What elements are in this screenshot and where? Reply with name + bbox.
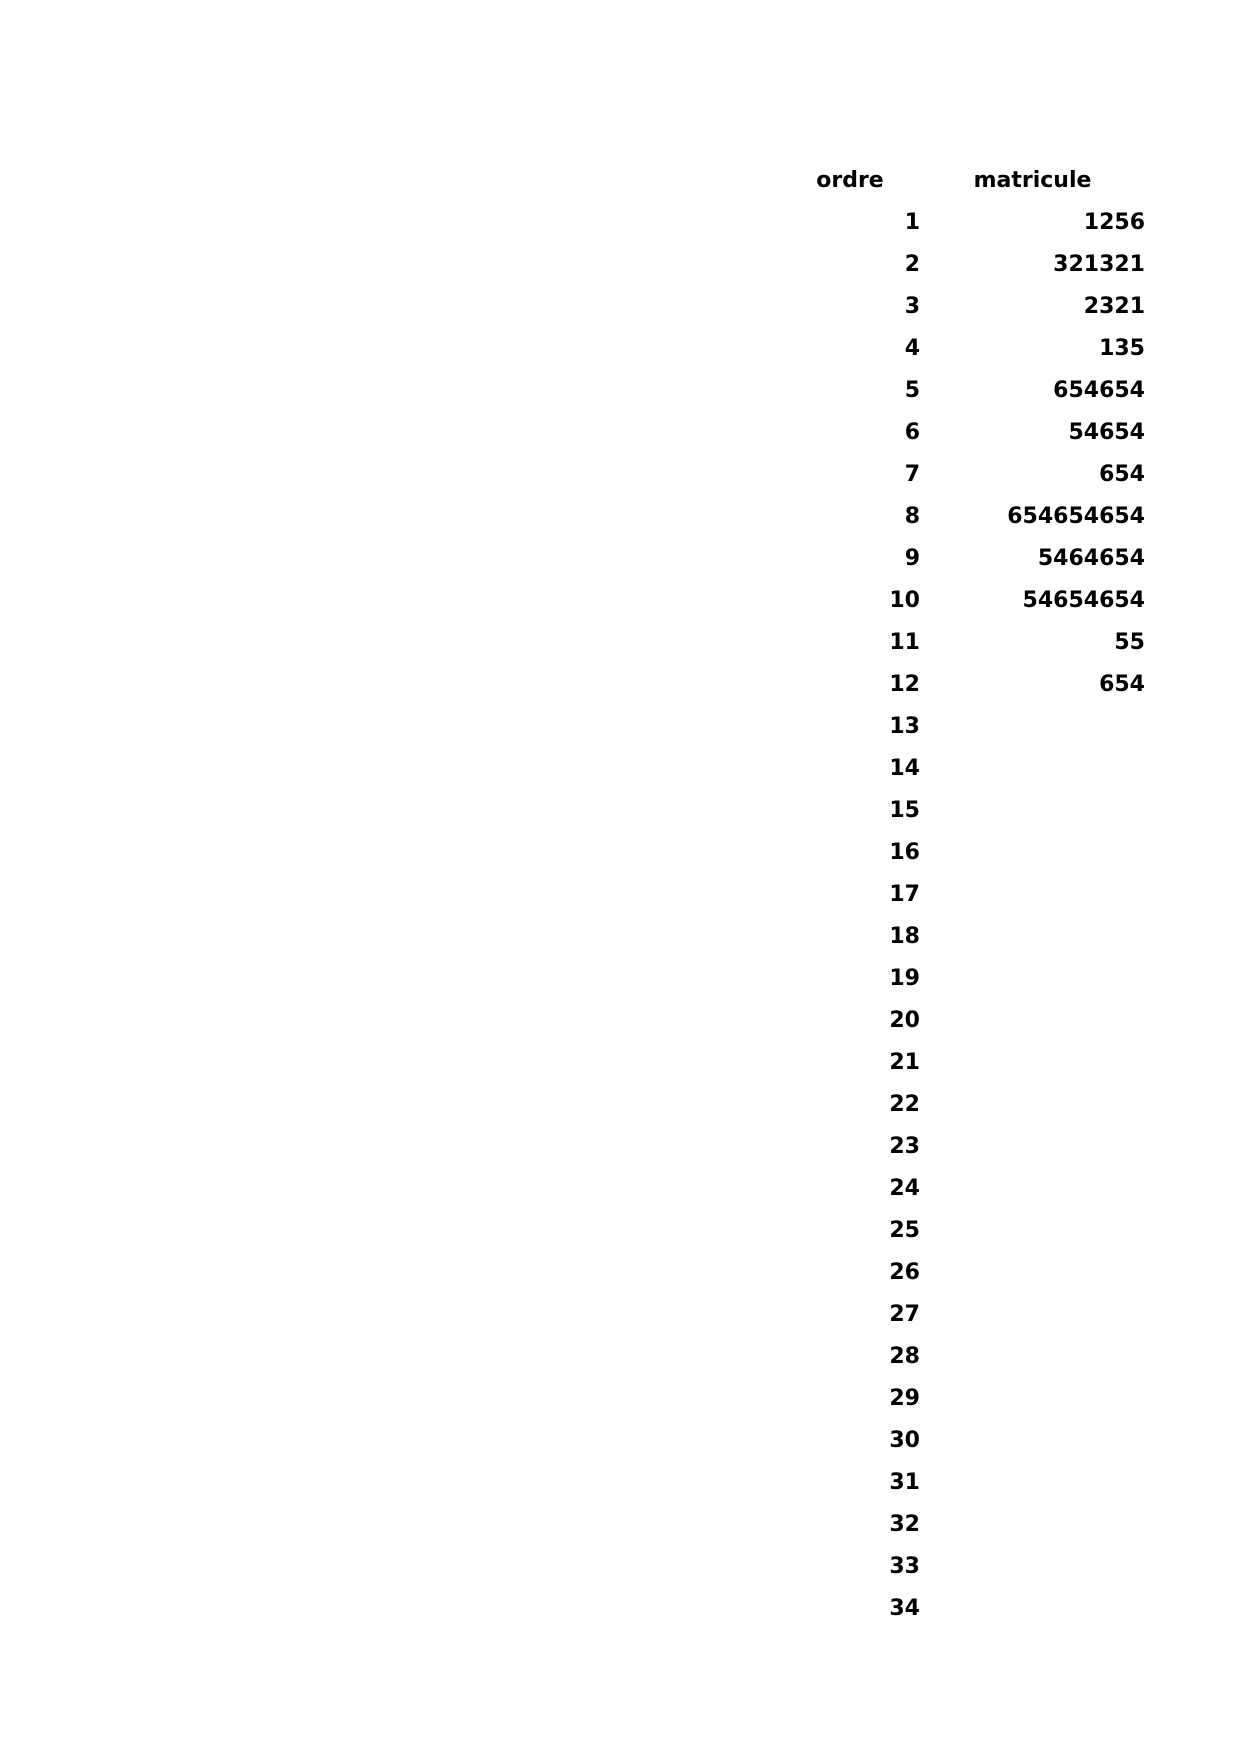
cell-ordre: 20: [889, 1008, 920, 1033]
cell-ordre: 2: [904, 252, 920, 277]
cell-matricule: 654: [1099, 462, 1145, 487]
data-table: [780, 160, 1145, 1630]
table-row: [780, 412, 1145, 454]
table-row: [780, 1252, 1145, 1294]
cell-matricule: [920, 1000, 1145, 1042]
table-row: [780, 244, 1145, 286]
cell-ordre: 14: [889, 756, 920, 781]
table-row: [780, 790, 1145, 832]
cell-matricule: [920, 1210, 1145, 1252]
cell-matricule: [920, 1126, 1145, 1168]
table-row: [780, 1084, 1145, 1126]
table-row: [780, 1294, 1145, 1336]
cell-matricule: [920, 1420, 1145, 1462]
column-header-ordre: ordre: [816, 168, 884, 193]
cell-matricule: 654654: [1053, 378, 1145, 403]
table-header: [780, 160, 1145, 202]
cell-matricule: 1256: [1083, 210, 1145, 235]
cell-ordre: 11: [889, 630, 920, 655]
cell-matricule: [920, 1294, 1145, 1336]
cell-matricule: 2321: [1083, 294, 1145, 319]
cell-matricule: 135: [1099, 336, 1145, 361]
cell-matricule: [920, 1252, 1145, 1294]
table-row: [780, 664, 1145, 706]
table-row: [780, 1126, 1145, 1168]
table-row: [780, 748, 1145, 790]
cell-matricule: [920, 1084, 1145, 1126]
table-row: [780, 1336, 1145, 1378]
cell-ordre: 23: [889, 1134, 920, 1159]
table-row: [780, 706, 1145, 748]
table-row: [780, 202, 1145, 244]
table-body: [780, 202, 1145, 1630]
column-header-matricule: matricule: [973, 168, 1092, 193]
cell-ordre: 21: [889, 1050, 920, 1075]
table-row: [780, 1546, 1145, 1588]
cell-ordre: 27: [889, 1302, 920, 1327]
cell-ordre: 22: [889, 1092, 920, 1117]
cell-ordre: 19: [889, 966, 920, 991]
cell-matricule: [920, 1168, 1145, 1210]
table-header-row: [780, 160, 1145, 202]
cell-matricule: [920, 916, 1145, 958]
cell-matricule: [920, 748, 1145, 790]
cell-ordre: 29: [889, 1386, 920, 1411]
table-row: [780, 958, 1145, 1000]
cell-matricule: [920, 1042, 1145, 1084]
cell-ordre: 16: [889, 840, 920, 865]
cell-matricule: [920, 790, 1145, 832]
table-row: [780, 328, 1145, 370]
table-row: [780, 1462, 1145, 1504]
table-row: [780, 874, 1145, 916]
cell-matricule: 54654: [1068, 420, 1145, 445]
cell-matricule: 321321: [1053, 252, 1145, 277]
table-row: [780, 1000, 1145, 1042]
cell-matricule: [920, 832, 1145, 874]
cell-matricule: 54654654: [1022, 588, 1145, 613]
cell-matricule: 5464654: [1037, 546, 1145, 571]
cell-matricule: [920, 1588, 1145, 1630]
cell-matricule: 654: [1099, 672, 1145, 697]
table-row: [780, 454, 1145, 496]
cell-matricule: [920, 1546, 1145, 1588]
cell-matricule: 55: [1114, 630, 1145, 655]
cell-ordre: 3: [904, 294, 920, 319]
table-row: [780, 496, 1145, 538]
cell-matricule: [920, 706, 1145, 748]
cell-ordre: 7: [904, 462, 920, 487]
cell-ordre: 15: [889, 798, 920, 823]
cell-ordre: 30: [889, 1428, 920, 1453]
table-row: [780, 1168, 1145, 1210]
cell-matricule: [920, 1378, 1145, 1420]
cell-matricule: [920, 1462, 1145, 1504]
table-row: [780, 1504, 1145, 1546]
cell-matricule: [920, 958, 1145, 1000]
cell-ordre: 8: [904, 504, 920, 529]
cell-ordre: 17: [889, 882, 920, 907]
table-row: [780, 1042, 1145, 1084]
cell-ordre: 33: [889, 1554, 920, 1579]
cell-ordre: 31: [889, 1470, 920, 1495]
table-row: [780, 286, 1145, 328]
table-row: [780, 622, 1145, 664]
table-row: [780, 580, 1145, 622]
table-row: [780, 1210, 1145, 1252]
cell-ordre: 28: [889, 1344, 920, 1369]
cell-ordre: 32: [889, 1512, 920, 1537]
cell-ordre: 5: [904, 378, 920, 403]
cell-ordre: 6: [904, 420, 920, 445]
table-row: [780, 1378, 1145, 1420]
cell-ordre: 4: [904, 336, 920, 361]
cell-ordre: 24: [889, 1176, 920, 1201]
cell-ordre: 25: [889, 1218, 920, 1243]
table-row: [780, 1588, 1145, 1630]
cell-ordre: 26: [889, 1260, 920, 1285]
table-row: [780, 916, 1145, 958]
table-row: [780, 832, 1145, 874]
cell-ordre: 34: [889, 1596, 920, 1621]
cell-ordre: 1: [904, 210, 920, 235]
cell-ordre: 10: [889, 588, 920, 613]
table-row: [780, 1420, 1145, 1462]
cell-matricule: [920, 874, 1145, 916]
table-row: [780, 538, 1145, 580]
cell-ordre: 18: [889, 924, 920, 949]
cell-ordre: 9: [904, 546, 920, 571]
cell-matricule: 654654654: [1007, 504, 1145, 529]
cell-matricule: [920, 1504, 1145, 1546]
table-row: [780, 370, 1145, 412]
cell-ordre: 12: [889, 672, 920, 697]
cell-matricule: [920, 1336, 1145, 1378]
cell-ordre: 13: [889, 714, 920, 739]
